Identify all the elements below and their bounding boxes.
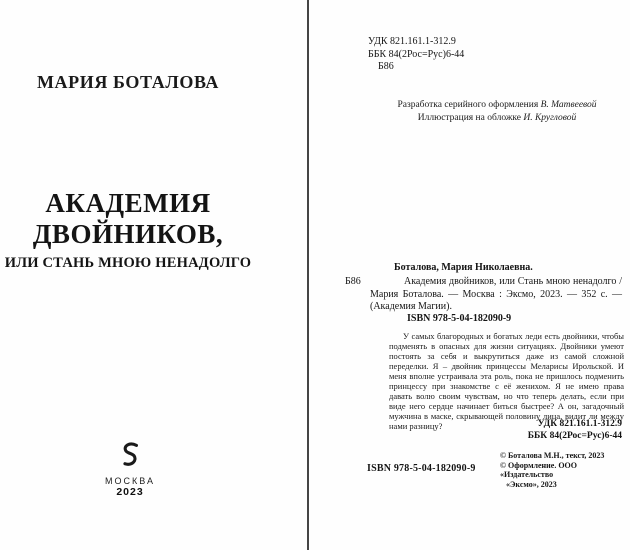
publisher-year: 2023 [116, 486, 144, 498]
copyright-publisher-line1: © Оформление. ООО «Издательство [500, 460, 577, 480]
classification-codes-bottom [370, 418, 622, 442]
copyright-author: © Боталова М.Н., текст, 2023 [500, 451, 605, 460]
bbk-code-bottom: ББК 84(2Рос=Рус)6-44 [527, 431, 622, 441]
book-subtitle: ИЛИ СТАНЬ МНОЮ НЕНАДОЛГО [4, 255, 252, 271]
book-annotation: У самых благородных и богатых леди есть двойники, чтобы подменять в опасных для жизни ситуациях. Двойники умеют постоять за себя и выкрутиться даже из самой сложной переделки. Я – двойник принцессы Меларисы Ирольской. И меня вполне устраивала эта роль, пока не пришлось подменить принцессу при знакомстве с её женихом. Я не имею права давать волю своим чувствам, но что теперь делать, если при виде него сердце начинает биться быстрее? А он, загадочный мужчина в маске, скрывающей половину лица, видит ли между нами разницу? [389, 331, 624, 431]
isbn-bottom: ISBN 978-5-04-182090-9 [367, 463, 476, 474]
author-sign-top: Б86 [378, 61, 394, 72]
bibliographic-description: Академия двойников, или Стань мною ненадолго / Мария Боталова. — Москва : Эксмо, 2023. — 352 с. — (Академия Магии). [370, 276, 622, 313]
udk-code-bottom: УДК 821.161.1-312.9 [537, 419, 622, 429]
page-gutter-divider [307, 0, 309, 550]
udk-code-top: УДК 821.161.1-312.9 [368, 36, 456, 47]
bbk-code-top: ББК 84(2Рос=Рус)6-44 [368, 48, 465, 60]
edition-credits [372, 99, 622, 125]
book-title-line1: АКАДЕМИЯ [45, 188, 211, 218]
publisher-block [30, 441, 230, 498]
author-sign-mid: Б86 [345, 276, 361, 287]
eksmo-logo-icon [119, 456, 141, 473]
copyright-block [500, 451, 630, 489]
classification-codes-top [368, 36, 464, 74]
isbn-mid: ISBN 978-5-04-182090-9 [407, 313, 512, 324]
series-designer-name: В. Матвеевой [540, 100, 597, 110]
author-name: МАРИЯ БОТАЛОВА [36, 72, 220, 92]
series-design-credit: Разработка серийного оформления В. Матвеевой [397, 100, 597, 110]
book-title [0, 188, 256, 250]
book-title-line2: ДВОЙНИКОВ, [32, 219, 224, 249]
cover-illustrator-name: И. Кругловой [523, 113, 577, 123]
bibliographic-heading: Боталова, Мария Николаевна. [394, 262, 533, 273]
publisher-city: МОСКВА [105, 476, 155, 486]
copyright-publisher-line2: «Эксмо», 2023 [506, 479, 557, 489]
cover-illustration-credit: Иллюстрация на обложке И. Кругловой [417, 113, 577, 123]
